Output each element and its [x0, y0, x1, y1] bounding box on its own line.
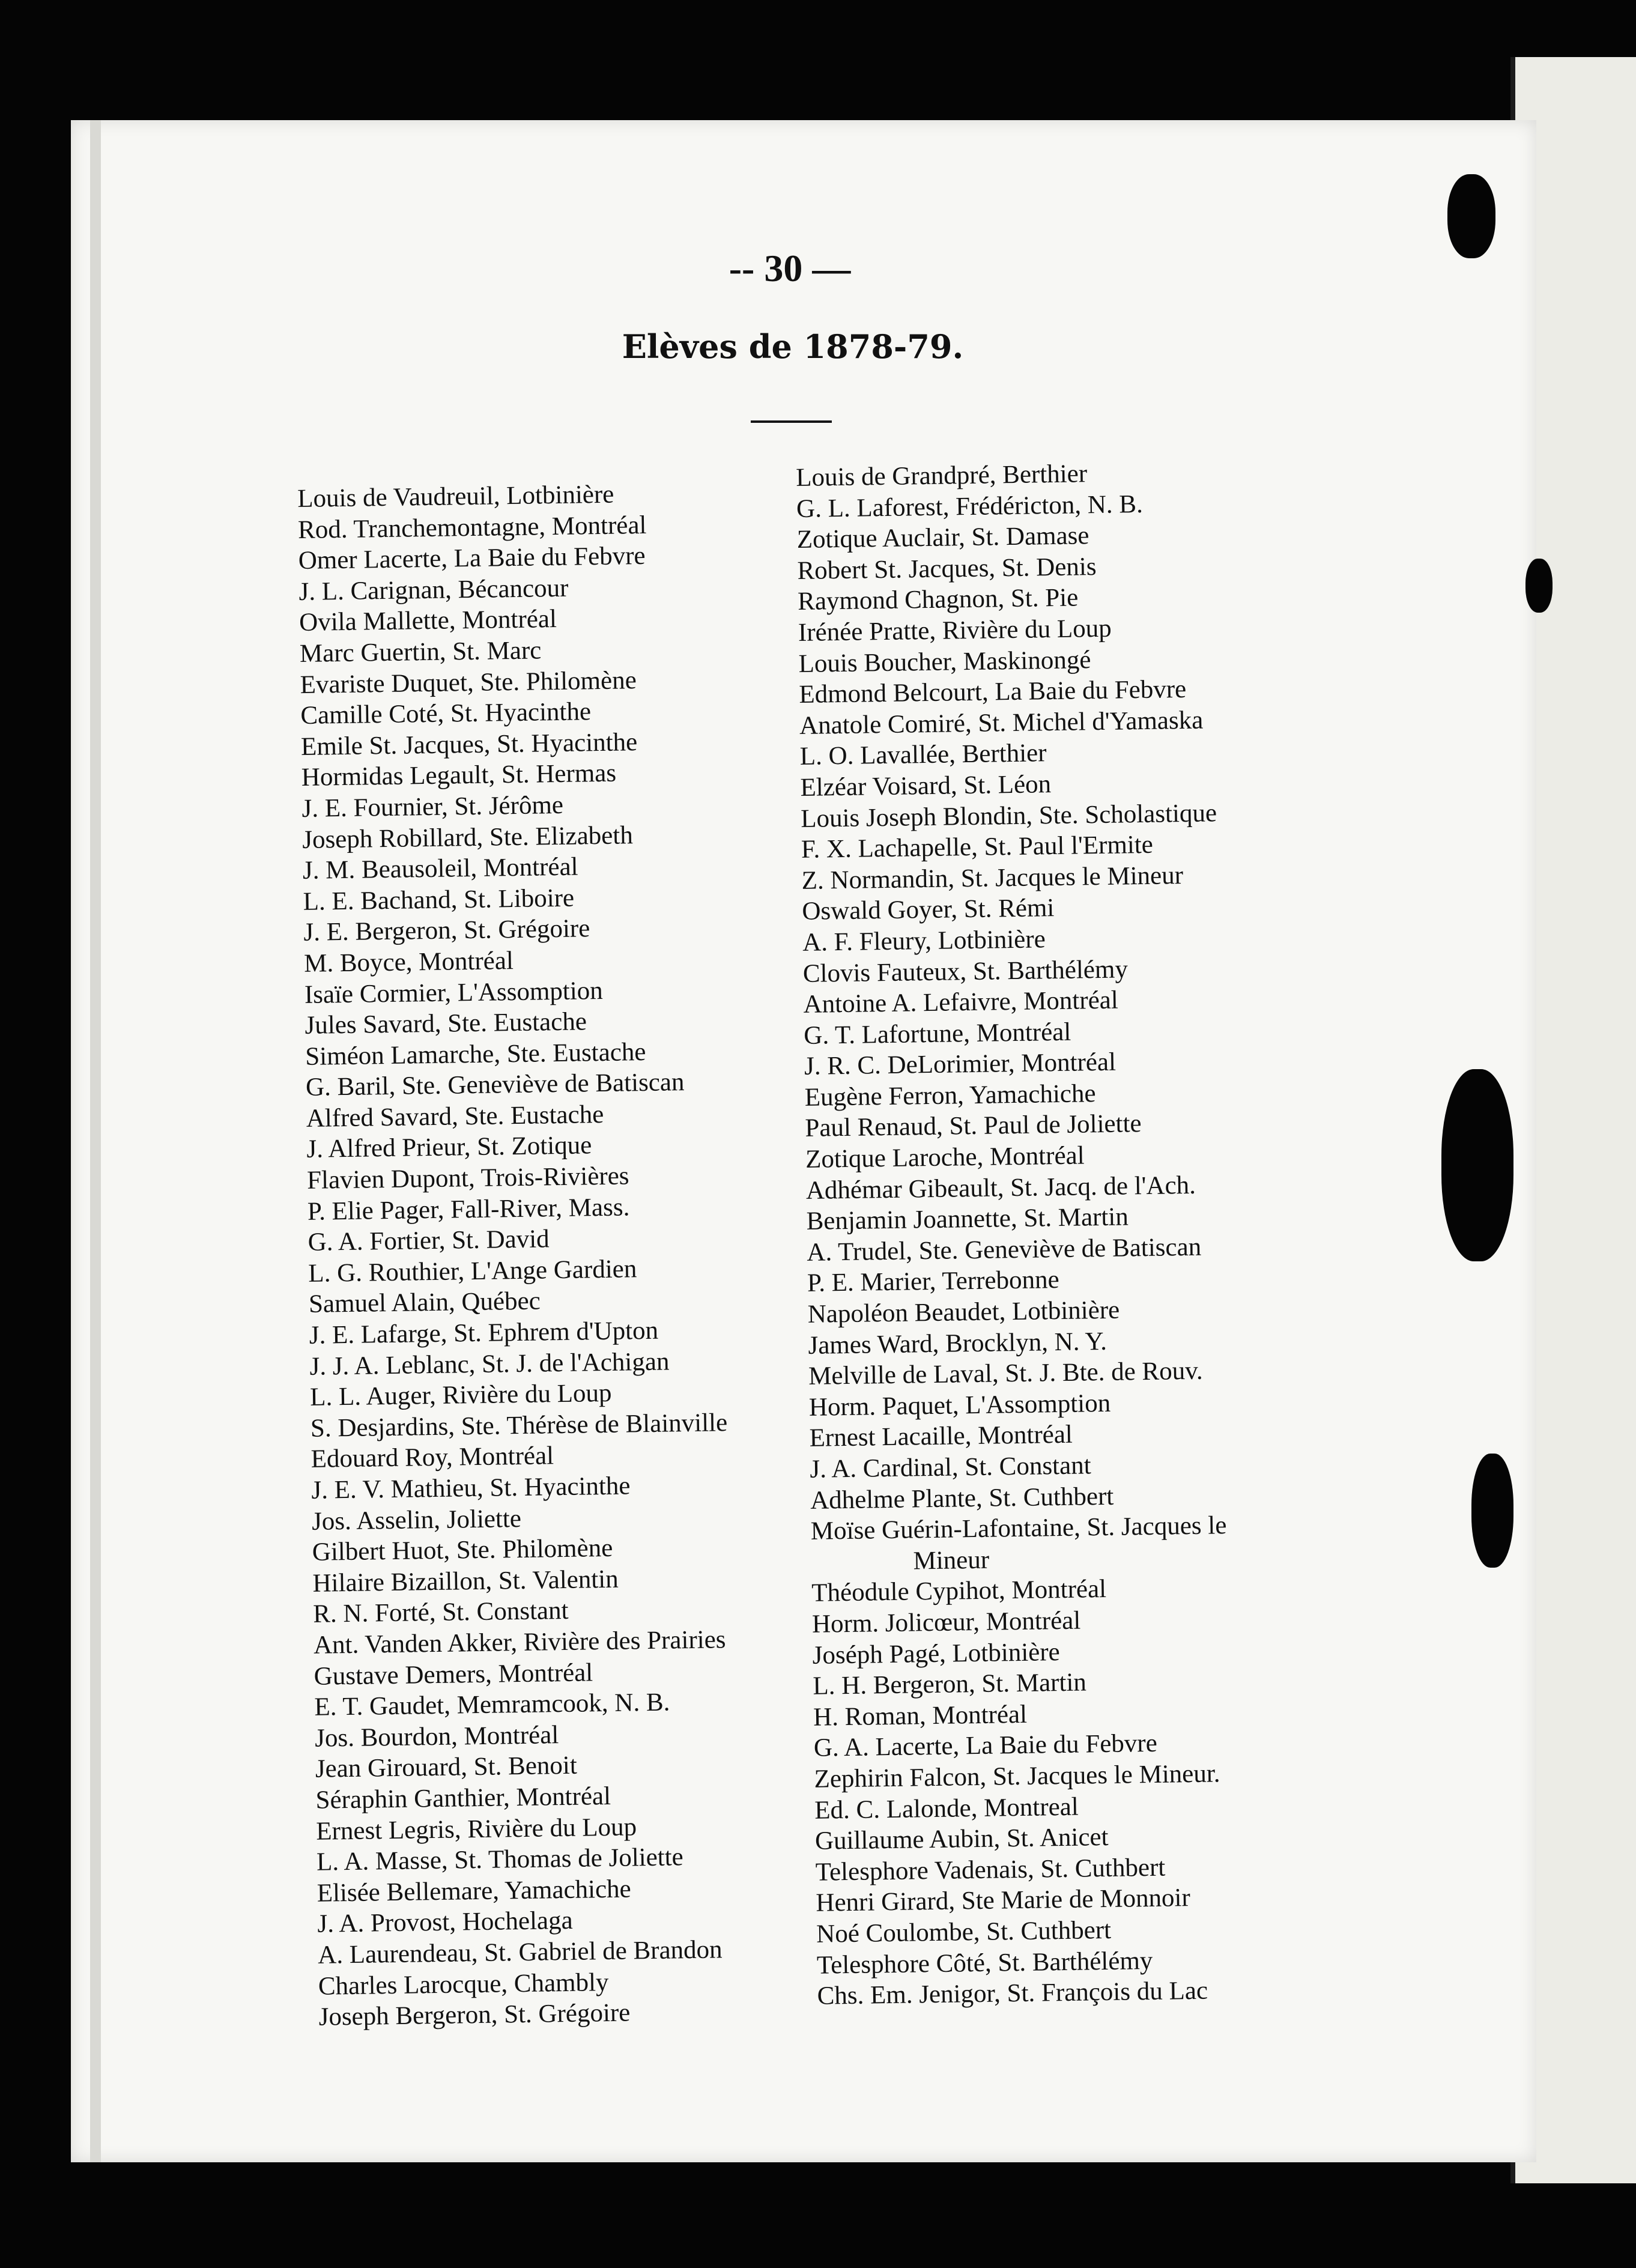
student-entry: M. Boyce, Montréal — [303, 946, 514, 978]
student-entry: Ernest Legris, Rivière du Loup — [316, 1812, 637, 1846]
student-entry: Chs. Em. Jenigor, St. François du Lac — [817, 1976, 1208, 2010]
student-entry: Telesphore Côté, St. Barthélémy — [816, 1946, 1153, 1980]
student-entry: Noé Coulombe, St. Cuthbert — [816, 1915, 1112, 1948]
student-entry: E. T. Gaudet, Memramcook, N. B. — [314, 1688, 670, 1721]
student-entry-continuation: Mineur — [913, 1545, 990, 1575]
student-entry: Siméon Lamarche, Ste. Eustache — [304, 1037, 646, 1071]
student-entry: Melville de Laval, St. J. Bte. de Rouv. — [808, 1356, 1203, 1391]
student-entry: Elzéar Voisard, St. Léon — [800, 770, 1052, 802]
student-entry: Théodule Cypihot, Montréal — [811, 1575, 1107, 1608]
student-entry: Charles Larocque, Chambly — [318, 1968, 609, 2001]
student-entry: James Ward, Brocklyn, N. Y. — [808, 1327, 1107, 1360]
student-entry: Jean Girouard, St. Benoit — [315, 1751, 578, 1784]
student-entry: Gustave Demers, Montréal — [314, 1658, 593, 1691]
student-entry: Adhelme Plante, St. Cuthbert — [810, 1482, 1114, 1515]
page-binding-edge — [90, 120, 101, 2162]
student-entry: Zotique Laroche, Montréal — [805, 1141, 1085, 1174]
student-entry: J. J. A. Leblanc, St. J. de l'Achigan — [309, 1347, 670, 1381]
student-entry: Evariste Duquet, Ste. Philomène — [300, 666, 637, 699]
student-entry: Jos. Bourdon, Montréal — [314, 1720, 559, 1753]
student-entry: Samuel Alain, Québec — [308, 1287, 541, 1319]
student-entry: G. A. Fortier, St. David — [308, 1225, 550, 1257]
student-entry: J. M. Beausoleil, Montréal — [302, 852, 578, 885]
student-entry: J. A. Cardinal, St. Constant — [810, 1451, 1091, 1484]
student-entry: Flavien Dupont, Trois-Rivières — [306, 1162, 629, 1195]
student-entry: J. E. Lafarge, St. Ephrem d'Upton — [309, 1316, 659, 1350]
student-entry: J. E. Fournier, St. Jérôme — [301, 790, 564, 823]
student-entry: Oswald Goyer, St. Rémi — [802, 894, 1055, 926]
student-entry: Robert St. Jacques, St. Denis — [797, 552, 1097, 585]
student-entry: Joseph Bergeron, St. Grégoire — [318, 1998, 631, 2031]
student-entry: P. E. Marier, Terrebonne — [807, 1266, 1059, 1298]
student-entry: Zephirin Falcon, St. Jacques le Mineur. — [814, 1759, 1220, 1793]
student-entry: J. L. Carignan, Bécancour — [298, 574, 569, 606]
student-entry: Jos. Asselin, Joliette — [311, 1504, 522, 1536]
student-entry: Ovila Mallette, Montréal — [298, 605, 557, 637]
student-entry: G. T. Lafortune, Montréal — [803, 1017, 1071, 1050]
student-entry: Louis Joseph Blondin, Ste. Scholastique — [800, 798, 1217, 833]
student-entry: Ant. Vanden Akker, Rivière des Prairies — [313, 1625, 726, 1660]
student-entry: Joseph Robillard, Ste. Elizabeth — [301, 820, 634, 854]
student-entry: Napoléon Beaudet, Lotbinière — [807, 1296, 1120, 1329]
student-entry: Louis de Vaudreuil, Lotbinière — [297, 480, 614, 513]
student-entry: Irénée Pratte, Rivière du Loup — [798, 614, 1112, 647]
student-entry: A. F. Fleury, Lotbinière — [802, 925, 1046, 957]
right-student-list — [796, 454, 1418, 2012]
student-entry: Horm. Jolicœur, Montréal — [811, 1606, 1081, 1639]
student-entry: Moïse Guérin-Lafontaine, St. Jacques le — [810, 1511, 1227, 1546]
student-entry: Alfred Savard, Ste. Eustache — [306, 1100, 604, 1133]
student-entry: G. Baril, Ste. Geneviève de Batiscan — [305, 1068, 685, 1102]
student-entry: L. E. Bachand, St. Liboire — [303, 884, 575, 916]
student-entry: Emile St. Jacques, St. Hyacinthe — [300, 727, 638, 761]
student-entry: Joséph Pagé, Lotbinière — [812, 1637, 1061, 1670]
student-entry: Ernest Lacaille, Montréal — [809, 1421, 1073, 1453]
student-entry: L. G. Routhier, L'Ange Gardien — [308, 1255, 637, 1288]
student-entry: Eugène Ferron, Yamachiche — [804, 1079, 1096, 1112]
student-entry: L. O. Lavallée, Berthier — [799, 739, 1047, 771]
student-entry: Edouard Roy, Montréal — [311, 1442, 554, 1474]
student-entry: Hormidas Legault, St. Hermas — [301, 759, 617, 792]
torn-edge-mark — [1447, 174, 1495, 258]
student-entry: Benjamin Joannette, St. Martin — [806, 1202, 1129, 1236]
student-entry: Zotique Auclair, St. Damase — [796, 521, 1089, 554]
student-entry: Marc Guertin, St. Marc — [299, 636, 542, 668]
student-entry: L. A. Masse, St. Thomas de Joliette — [316, 1843, 684, 1876]
page-number: -- 30 — — [729, 247, 851, 290]
student-entry: Omer Lacerte, La Baie du Febvre — [298, 542, 646, 575]
student-entry: A. Laurendeau, St. Gabriel de Brandon — [317, 1935, 723, 1969]
student-entry: Edmond Belcourt, La Baie du Febvre — [799, 675, 1187, 709]
student-entry: Isaïe Cormier, L'Assomption — [304, 976, 604, 1009]
student-entry: Anatole Comiré, St. Michel d'Yamaska — [799, 706, 1204, 740]
student-entry: Elisée Bellemare, Yamachiche — [317, 1875, 632, 1908]
student-entry: Jules Savard, Ste. Eustache — [304, 1007, 587, 1040]
student-entry: S. Desjardins, Ste. Thérèse de Blainville — [310, 1408, 728, 1443]
student-entry: Guillaume Aubin, St. Anicet — [814, 1823, 1109, 1855]
student-entry: Rod. Tranchemontagne, Montréal — [297, 511, 647, 544]
student-entry: Louis de Grandpré, Berthier — [796, 459, 1088, 492]
student-entry: J. Alfred Prieur, St. Zotique — [306, 1131, 592, 1164]
student-entry: G. A. Lacerte, La Baie du Febvre — [813, 1729, 1158, 1763]
student-entry: Louis Boucher, Maskinongé — [798, 645, 1091, 678]
student-entry: F. X. Lachapelle, St. Paul l'Ermite — [801, 830, 1154, 864]
student-entry: G. L. Laforest, Frédéricton, N. B. — [796, 490, 1144, 523]
student-entry: J. A. Provost, Hochelaga — [317, 1906, 573, 1939]
student-entry: Antoine A. Lefaivre, Montréal — [803, 986, 1119, 1019]
student-entry: L. L. Auger, Rivière du Loup — [309, 1379, 612, 1412]
student-entry: A. Trudel, Ste. Geneviève de Batiscan — [807, 1233, 1202, 1267]
torn-edge-mark — [1441, 1069, 1513, 1261]
torn-edge-mark — [1471, 1454, 1513, 1568]
student-entry: L. H. Bergeron, St. Martin — [813, 1668, 1087, 1700]
student-entry: Clovis Fauteux, St. Barthélémy — [802, 954, 1129, 988]
student-entry: Séraphin Ganthier, Montréal — [315, 1781, 611, 1815]
student-entry: H. Roman, Montréal — [813, 1700, 1028, 1732]
title-rule — [751, 420, 832, 423]
student-entry: Hilaire Bizaillon, St. Valentin — [312, 1565, 619, 1598]
student-entry: J. R. C. DeLorimier, Montréal — [804, 1048, 1116, 1081]
torn-edge-mark — [1525, 559, 1553, 613]
student-entry: Adhémar Gibeault, St. Jacq. de l'Ach. — [805, 1171, 1196, 1205]
student-entry: Ed. C. Lalonde, Montreal — [814, 1792, 1079, 1825]
student-entry: Raymond Chagnon, St. Pie — [797, 583, 1079, 616]
student-entry: J. E. V. Mathieu, St. Hyacinthe — [311, 1472, 631, 1505]
student-entry: Telesphore Vadenais, St. Cuthbert — [815, 1853, 1166, 1887]
student-entry: Z. Normandin, St. Jacques le Mineur — [801, 861, 1184, 895]
student-entry: J. E. Bergeron, St. Grégoire — [303, 914, 590, 947]
student-entry: Gilbert Huot, Ste. Philomène — [312, 1534, 613, 1567]
student-entry: Camille Coté, St. Hyacinthe — [300, 697, 592, 730]
student-entry: Henri Girard, Ste Marie de Monnoir — [816, 1884, 1191, 1918]
student-entry: Horm. Paquet, L'Assomption — [808, 1389, 1111, 1422]
student-entry: P. Elie Pager, Fall-River, Mass. — [307, 1193, 630, 1226]
student-entry: R. N. Forté, St. Constant — [312, 1596, 569, 1629]
page-title: Elèves de 1878-79. — [622, 327, 964, 366]
student-entry: Paul Renaud, St. Paul de Joliette — [805, 1109, 1142, 1143]
